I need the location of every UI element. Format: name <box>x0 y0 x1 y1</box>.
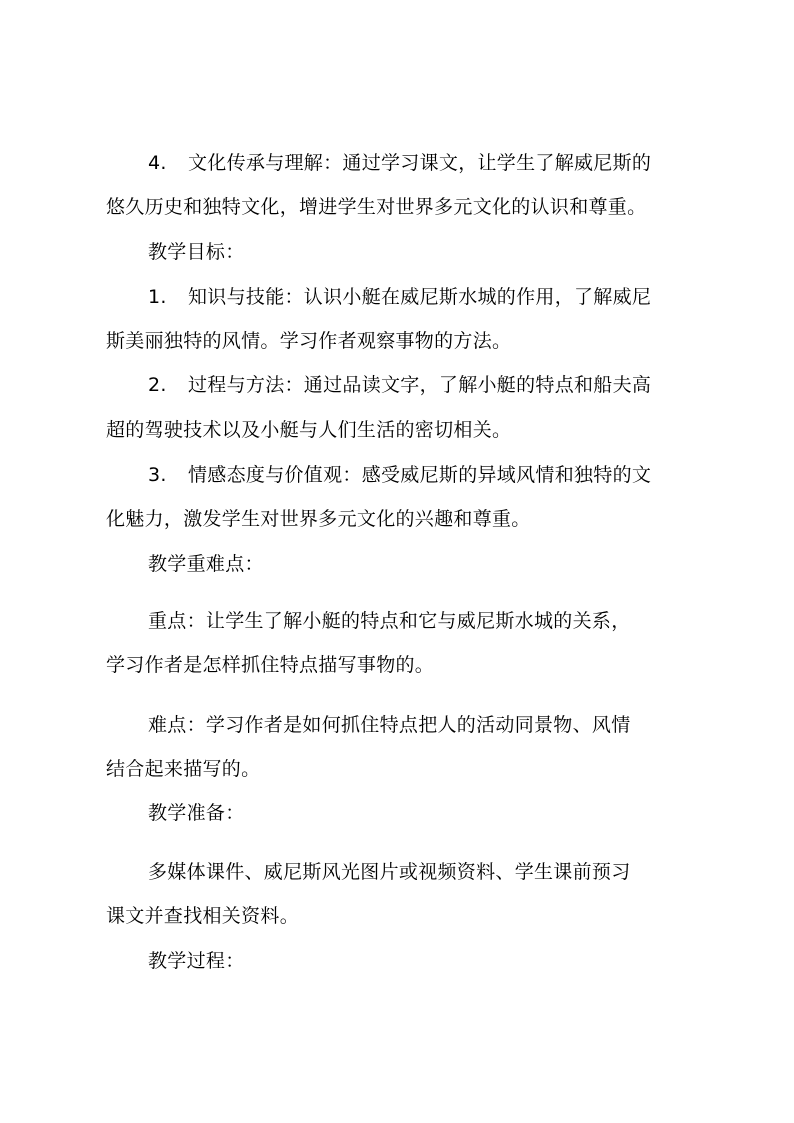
goal-item-2-line-1 <box>148 373 651 397</box>
difficult-point-line-1: 难点：学习作者是如何抓住特点把人的活动同景物、风情 <box>148 714 631 736</box>
goal-item-1-line-2: 斯美丽独特的风情。学习作者观察事物的方法。 <box>106 330 512 352</box>
goal-item-3-text: 情感态度与价值观：感受威尼斯的异域风情和独特的文 <box>188 464 652 486</box>
key-point-line-1: 重点：让学生了解小艇的特点和它与威尼斯水城的关系， <box>148 610 631 632</box>
goal-item-4-line-1 <box>148 151 651 175</box>
preparation-line-2: 课文并查找相关资料。 <box>106 905 300 927</box>
goal-item-1-number: 1. <box>148 286 167 308</box>
process-heading: 教学过程： <box>148 950 245 972</box>
goal-item-4-number: 4. <box>148 152 167 174</box>
goal-item-2-line-2: 超的驾驶技术以及小艇与人们生活的密切相关。 <box>106 419 512 441</box>
goal-item-1-text: 知识与技能：认识小艇在威尼斯水城的作用，了解威尼 <box>188 286 652 308</box>
goal-item-2-number: 2. <box>148 374 167 396</box>
goal-item-1-line-1 <box>148 285 651 309</box>
preparation-line-1: 多媒体课件、威尼斯风光图片或视频资料、学生课前预习 <box>148 861 631 883</box>
goal-item-3-number: 3. <box>148 464 167 486</box>
teaching-goals-heading: 教学目标： <box>148 241 245 263</box>
goal-item-2-text: 过程与方法：通过品读文字，了解小艇的特点和船夫高 <box>188 374 652 396</box>
goal-item-4-text: 文化传承与理解：通过学习课文，让学生了解威尼斯的 <box>188 152 652 174</box>
key-points-heading: 教学重难点： <box>148 553 264 575</box>
preparation-heading: 教学准备： <box>148 802 245 824</box>
goal-item-3-line-1 <box>148 463 651 487</box>
difficult-point-line-2: 结合起来描写的。 <box>106 758 261 780</box>
goal-item-3-line-2: 化魅力，激发学生对世界多元文化的兴趣和尊重。 <box>106 508 531 530</box>
key-point-line-2: 学习作者是怎样抓住特点描写事物的。 <box>106 654 435 676</box>
goal-item-4-line-2: 悠久历史和独特文化，增进学生对世界多元文化的认识和尊重。 <box>106 196 647 218</box>
